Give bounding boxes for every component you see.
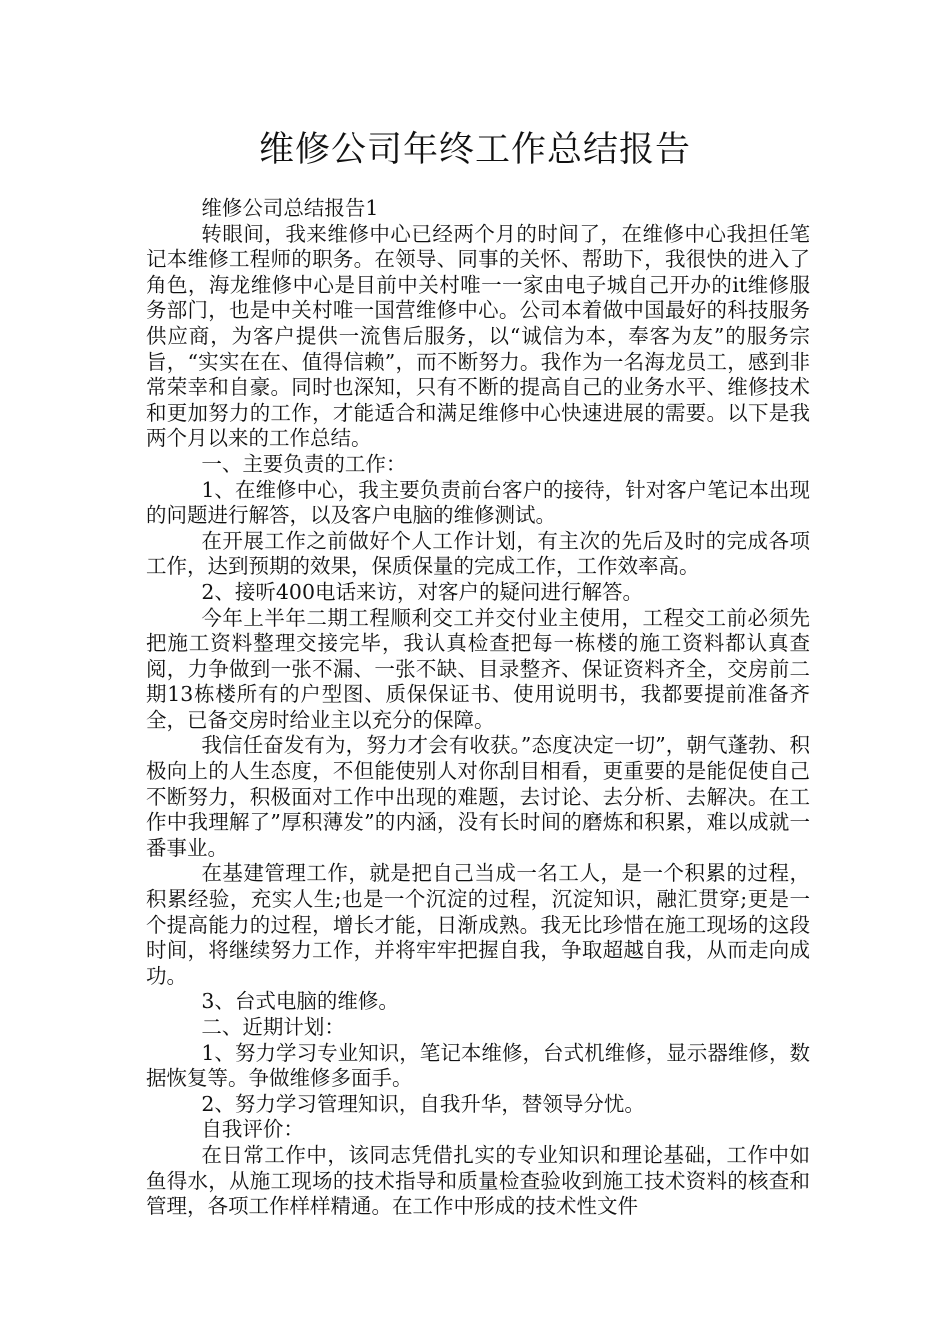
paragraph-duty-3: 3、台式电脑的维修。 — [201, 989, 399, 1014]
paragraph-work-plan: 在开展工作之前做好个人工作计划，有主次的先后及时的完成各项工作，达到预期的效果，保质保量的完成工作，工作效率高。 — [146, 528, 810, 579]
paragraph-construction-management: 在基建管理工作，就是把自己当成一名工人，是一个积累的过程，积累经验，充实人生;也是一个沉淀的过程，沉淀知识，融汇贯穿;更是一个提高能力的过程，增长才能，日渐成熟。我无比珍惜在施工现场的这段时间，将继续努力工作，并将牢牢把握自我，争取超越自我，从而走向成功。 — [146, 861, 810, 988]
document-body — [146, 196, 810, 1220]
paragraph-main-duties-heading: 一、主要负责的工作： — [201, 451, 407, 476]
document-title: 维修公司年终工作总结报告 — [258, 130, 691, 170]
paragraph-self-evaluation: 在日常工作中，该同志凭借扎实的专业知识和理论基础，工作中如鱼得水，从施工现场的技术指导和质量检查验收到施工技术资料的核查和管理，各项工作样样精通。在工作中形成的技术性文件 — [146, 1142, 810, 1219]
paragraph-plan-2: 2、努力学习管理知识，自我升华，替领导分忧。 — [201, 1091, 645, 1116]
paragraph-self-evaluation-heading: 自我评价： — [201, 1117, 304, 1142]
paragraph-duty-2: 2、接听400电话来访，对客户的疑问进行解答。 — [201, 579, 644, 604]
paragraph-plan-1: 1、努力学习专业知识，笔记本维修，台式机维修，显示器维修，数据恢复等。争做维修多面手。 — [146, 1040, 810, 1091]
paragraph-section-heading: 维修公司总结报告1 — [201, 196, 379, 220]
paragraph-attitude: 我信任奋发有为，努力才会有收获。”态度决定一切”，朝气蓬勃、积极向上的人生态度，不但能使别人对你刮目相看，更重要的是能促使自己不断努力，积极面对工作中出现的难题，去讨论、去分析、去解决。在工作中我理解了”厚积薄发”的内涵，没有长时间的磨炼和积累，难以成就一番事业。 — [146, 733, 810, 860]
paragraph-duty-1: 1、在维修中心，我主要负责前台客户的接待，针对客户笔记本出现的问题进行解答，以及客户电脑的维修测试。 — [146, 477, 810, 528]
paragraph-intro: 转眼间，我来维修中心已经两个月的时间了，在维修中心我担任笔记本维修工程师的职务。在领导、同事的关怀、帮助下，我很快的进入了角色，海龙维修中心是目前中关村唯一一家由电子城自己开办的it维修服务部门，也是中关村唯一国营维修中心。公司本着做中国最好的科技服务供应商，为客户提供一流售后服务，以“诚信为本，奉客为友”的服务宗旨，“实实在在、值得信赖”，而不断努力。我作为一名海龙员工，感到非常荣幸和自豪。同时也深知，只有不断的提高自己的业务水平、维修技术和更加努力的工作，才能适合和满足维修中心快速进展的需要。以下是我两个月以来的工作总结。 — [146, 221, 810, 451]
paragraph-plan-heading: 二、近期计划： — [201, 1015, 345, 1039]
paragraph-project-handover: 今年上半年二期工程顺利交工并交付业主使用，工程交工前必须先把施工资料整理交接完毕，我认真检查把每一栋楼的施工资料都认真查阅，力争做到一张不漏、一张不缺、目录整齐、保证资料齐全，交房前二期13栋楼所有的户型图、质保保证书、使用说明书，我都要提前准备齐全，已备交房时给业主以充分的保障。 — [146, 605, 810, 732]
